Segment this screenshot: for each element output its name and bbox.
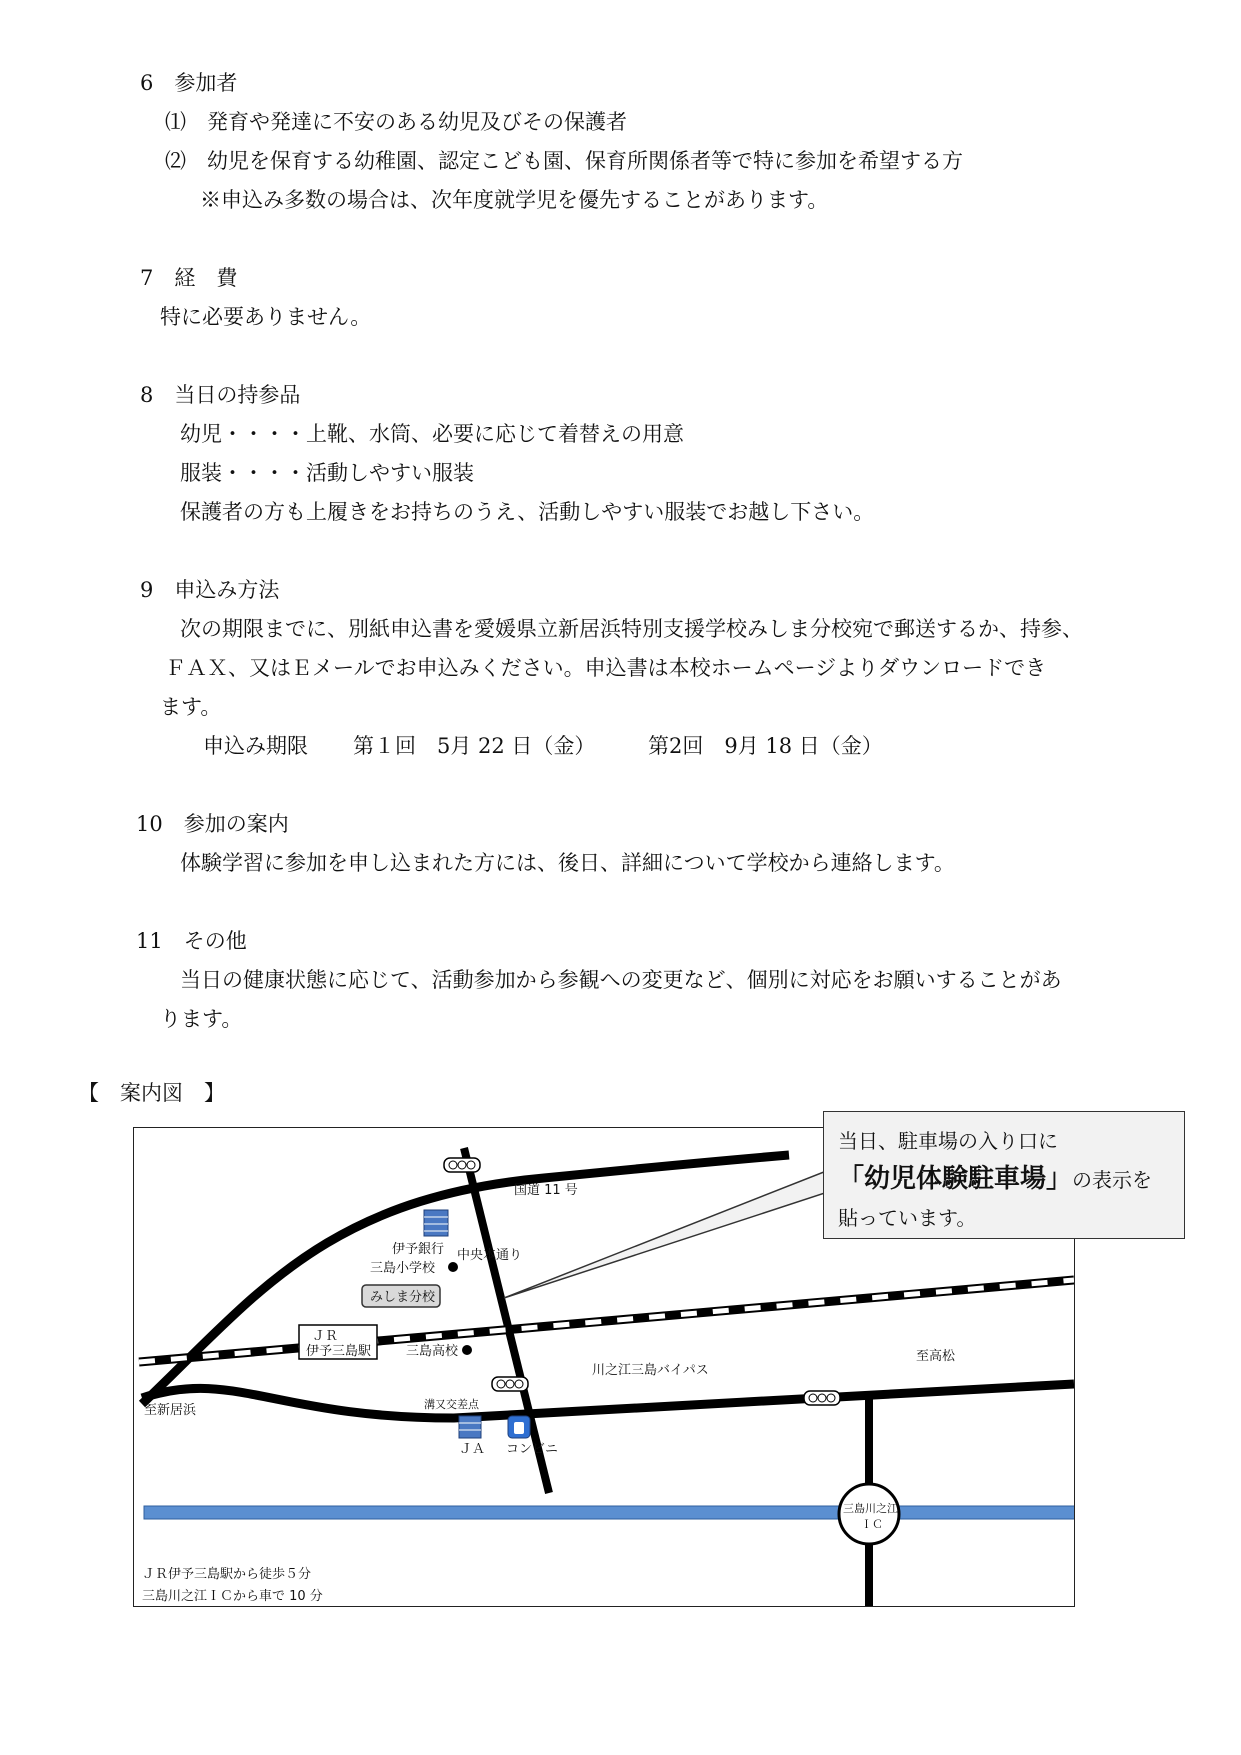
section-8-line-1: 幼児・・・・上靴、水筒、必要に応じて着替えの用意 [180,422,684,446]
section-9-line-2: ＦＡＸ、又はＥメールでお申込みください。申込書は本校ホームページよりダウンロードでき [165,656,1047,680]
high-school-label: 三島高校 [406,1344,459,1359]
bypass-label: 川之江三島バイパス [592,1363,709,1378]
section-7-heading: 7 経 費 [140,266,238,290]
parking-callout [823,1111,1185,1239]
river [144,1506,1075,1519]
section-7-body: 特に必要ありません。 [160,305,372,329]
to-takamatsu-label: 至高松 [916,1349,956,1364]
intersection-label: 溝又交差点 [424,1398,479,1411]
map-title: 【 案内図 】 [78,1081,225,1105]
callout-highlight: 「幼児体験駐車場」 [838,1164,1073,1194]
jr-station-label-2: 伊予三島駅 [306,1344,372,1359]
callout-line-1: 当日、駐車場の入り口に [838,1129,1058,1153]
elementary-label: 三島小学校 [370,1261,436,1276]
section-11-line-2: ります。 [160,1007,243,1031]
ic-label-1: 三島川之江 [843,1502,898,1515]
bypass-road [142,1384,1074,1418]
section-8-line-3: 保護者の方も上履きをお持ちのうえ、活動しやすい服装でお越し下さい。 [180,500,875,524]
section-9-line-1: 次の期限までに、別紙申込書を愛媛県立新居浜特別支援学校みしま分校宛で郵送するか、持参、 [180,617,1083,641]
callout-line-3: 貼っています。 [838,1206,977,1230]
bank-label: 伊予銀行 [392,1242,445,1257]
section-6-item-1: ⑴ 発育や発達に不安のある幼児及びその保護者 [165,110,627,134]
section-6-item-2: ⑵ 幼児を保育する幼稚園、認定こども園、保育所関係者等で特に参加を希望する方 [165,149,963,173]
route-11-label: 国道 11 号 [514,1183,578,1198]
section-6-heading: 6 参加者 [140,71,238,95]
section-11-heading: 11 その他 [136,929,247,953]
chuo-street-label: 中央本通り [457,1248,523,1263]
deadline-label: 申込み期限 [203,734,308,758]
section-8-line-2: 服装・・・・活動しやすい服装 [180,461,474,485]
section-10-body: 体験学習に参加を申し込まれた方には、後日、詳細について学校から連絡します。 [180,851,955,875]
ja-icon [459,1416,481,1438]
access-note-2: 三島川之江ＩＣから車で 10 分 [142,1589,323,1604]
section-6-note: ※申込み多数の場合は、次年度就学児を優先することがあります。 [200,188,829,212]
section-8-heading: 8 当日の持参品 [140,383,301,407]
to-niihama-label: 至新居浜 [144,1403,197,1418]
section-9-line-3: ます。 [160,695,222,719]
traffic-light-icon [804,1391,840,1405]
jr-station-label-1: ＪＲ [312,1329,339,1344]
traffic-light-icon [444,1158,480,1172]
elementary-dot [448,1262,458,1272]
bank-icon [424,1210,448,1236]
callout-line-2: の表示を [1072,1168,1153,1192]
section-11-line-1: 当日の健康状態に応じて、活動参加から参観への変更など、個別に対応をお願いすることがあ [180,968,1062,992]
high-school-dot [462,1345,472,1355]
ic-label-2: ＩＣ [861,1518,883,1531]
ja-label: ＪＡ [459,1442,486,1457]
mishima-branch-label: みしま分校 [370,1290,436,1305]
section-9-heading: 9 申込み方法 [140,578,280,602]
section-10-heading: 10 参加の案内 [136,812,289,836]
deadline-1: 第１回 5月 22 日（金） [353,734,596,758]
convenience-label: コンビニ [506,1442,559,1457]
access-note-1: ＪＲ伊予三島駅から徒歩５分 [142,1567,312,1582]
deadline-2: 第2回 9月 18 日（金） [648,734,883,758]
traffic-light-icon [492,1377,528,1391]
